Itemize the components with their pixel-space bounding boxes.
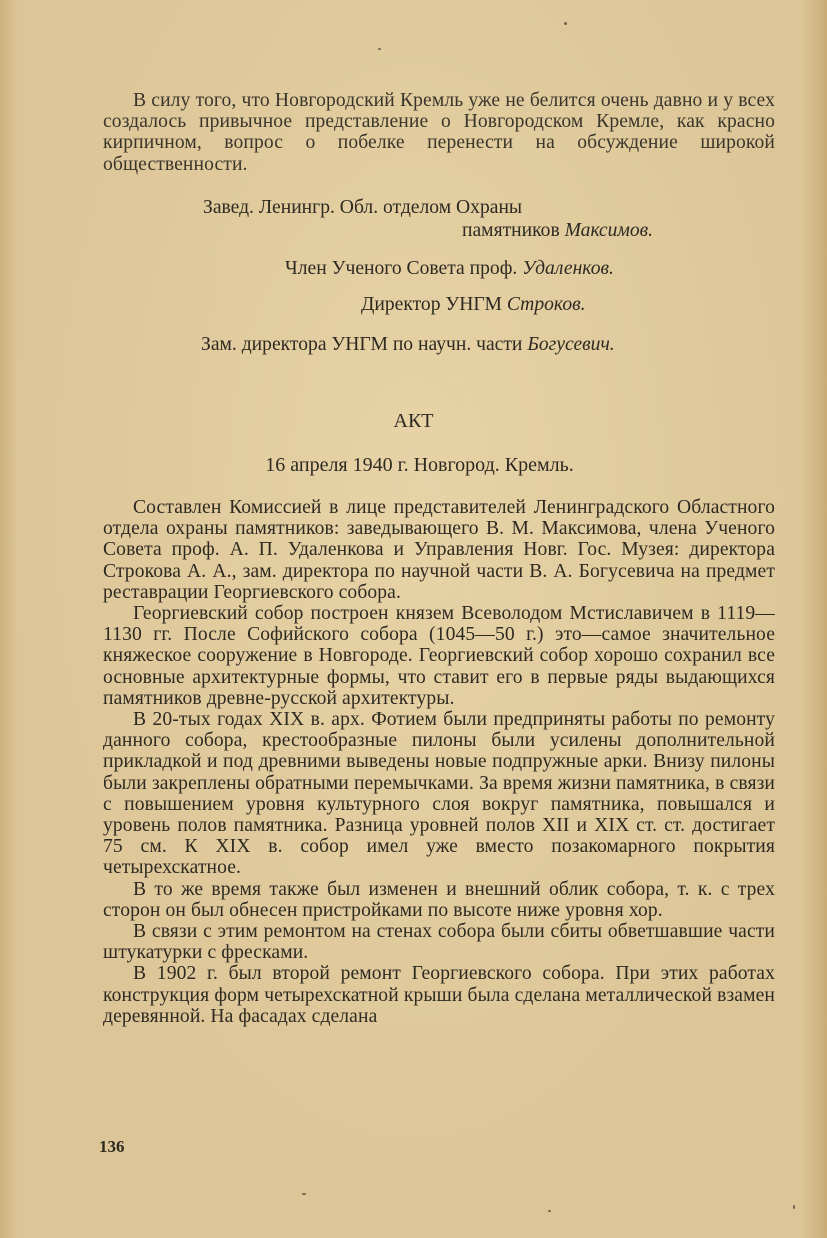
signature-4 <box>201 334 615 356</box>
page-number: 136 <box>99 1137 125 1156</box>
signature-4-title: Зам. директора УНГМ по научн. части <box>201 334 523 355</box>
signature-4-name: Богусевич. <box>527 334 615 355</box>
signature-1-title: памятников <box>462 220 560 241</box>
signature-3-name: Строков. <box>506 294 586 315</box>
paragraph-5: В связи с этим ремонтом на стенах собора были сбиты обветшавшие части штукатурки с фресками. <box>103 921 775 964</box>
signature-1-line1: Завед. Ленингр. Обл. отделом Охраны <box>203 197 523 218</box>
act-title: АКТ <box>393 410 434 432</box>
paper-speck <box>564 22 567 25</box>
paper-speck <box>378 48 381 50</box>
signature-3 <box>361 294 586 316</box>
act-date-place: 16 апреля 1940 г. Новгород. Кремль. <box>265 454 574 476</box>
signature-2 <box>285 258 614 280</box>
paragraph-1: Составлен Комиссией в лице представителей Ленинградского Областного отдела охраны памятников: заведывающего В. М. Максимова, члена Ученого Совета проф. А. П. Удаленкова и Управления Новг. Гос. Музея: директора Строкова А. А., зам. директора по научной части В. А. Богусевича на предмет реставрации Георгиевского собора. <box>103 497 775 603</box>
act-body <box>103 497 775 1027</box>
signature-2-name: Удаленков. <box>522 258 614 279</box>
signature-3-title: Директор УНГМ <box>361 294 502 315</box>
paragraph-4: В то же время также был изменен и внешний облик собора, т. к. с трех сторон он был обнесен пристройками по высоте ниже уровня хор. <box>103 878 775 921</box>
paper-speck <box>548 1210 551 1212</box>
intro-text: В силу того, что Новгородский Кремль уже не белится очень давно и у всех создалось привычное представление о Новгородском Кремле, как красно кирпичном, вопрос о побелке перенести на обсуждение широкой общественности. <box>103 90 775 175</box>
signature-2-title: Член Ученого Совета проф. <box>285 258 518 279</box>
paper-speck <box>302 1193 306 1195</box>
paragraph-6: В 1902 г. был второй ремонт Георгиевского собора. При этих работах конструкция форм четырехскатной крыши была сделана металлической взамен деревянной. На фасадах сделана <box>103 963 775 1027</box>
signature-1-name: Максимов. <box>564 220 654 241</box>
signature-1-line2 <box>462 220 653 242</box>
paper-speck <box>793 1205 795 1209</box>
intro-paragraph <box>103 90 775 175</box>
paragraph-2: Георгиевский собор построен князем Всеволодом Мстиславичем в 1119—1130 гг. После Софийского собора (1045—50 г.) это—самое значительное княжеское сооружение в Новгороде. Георгиевский собор хорошо сохранил все основные архитектурные формы, что ставит его в первые ряды выдающихся памятников древне-русской архитектуры. <box>103 603 775 709</box>
paragraph-3: В 20-тых годах XIX в. арх. Фотием были предприняты работы по ремонту данного собора, крестообразные пилоны были усилены дополнительной прикладкой и под древними выведены новые подпружные арки. Внизу пилоны были закреплены обратными перемычками. За время жизни памятника, в связи с повышением уровня культурного слоя вокруг памятника, повышался и уровень полов памятника. Разница уровней полов XII и XIX ст. ст. достигает 75 см. К XIX в. собор имел уже вместо позакомарного покрытия четырехскатное. <box>103 709 775 879</box>
